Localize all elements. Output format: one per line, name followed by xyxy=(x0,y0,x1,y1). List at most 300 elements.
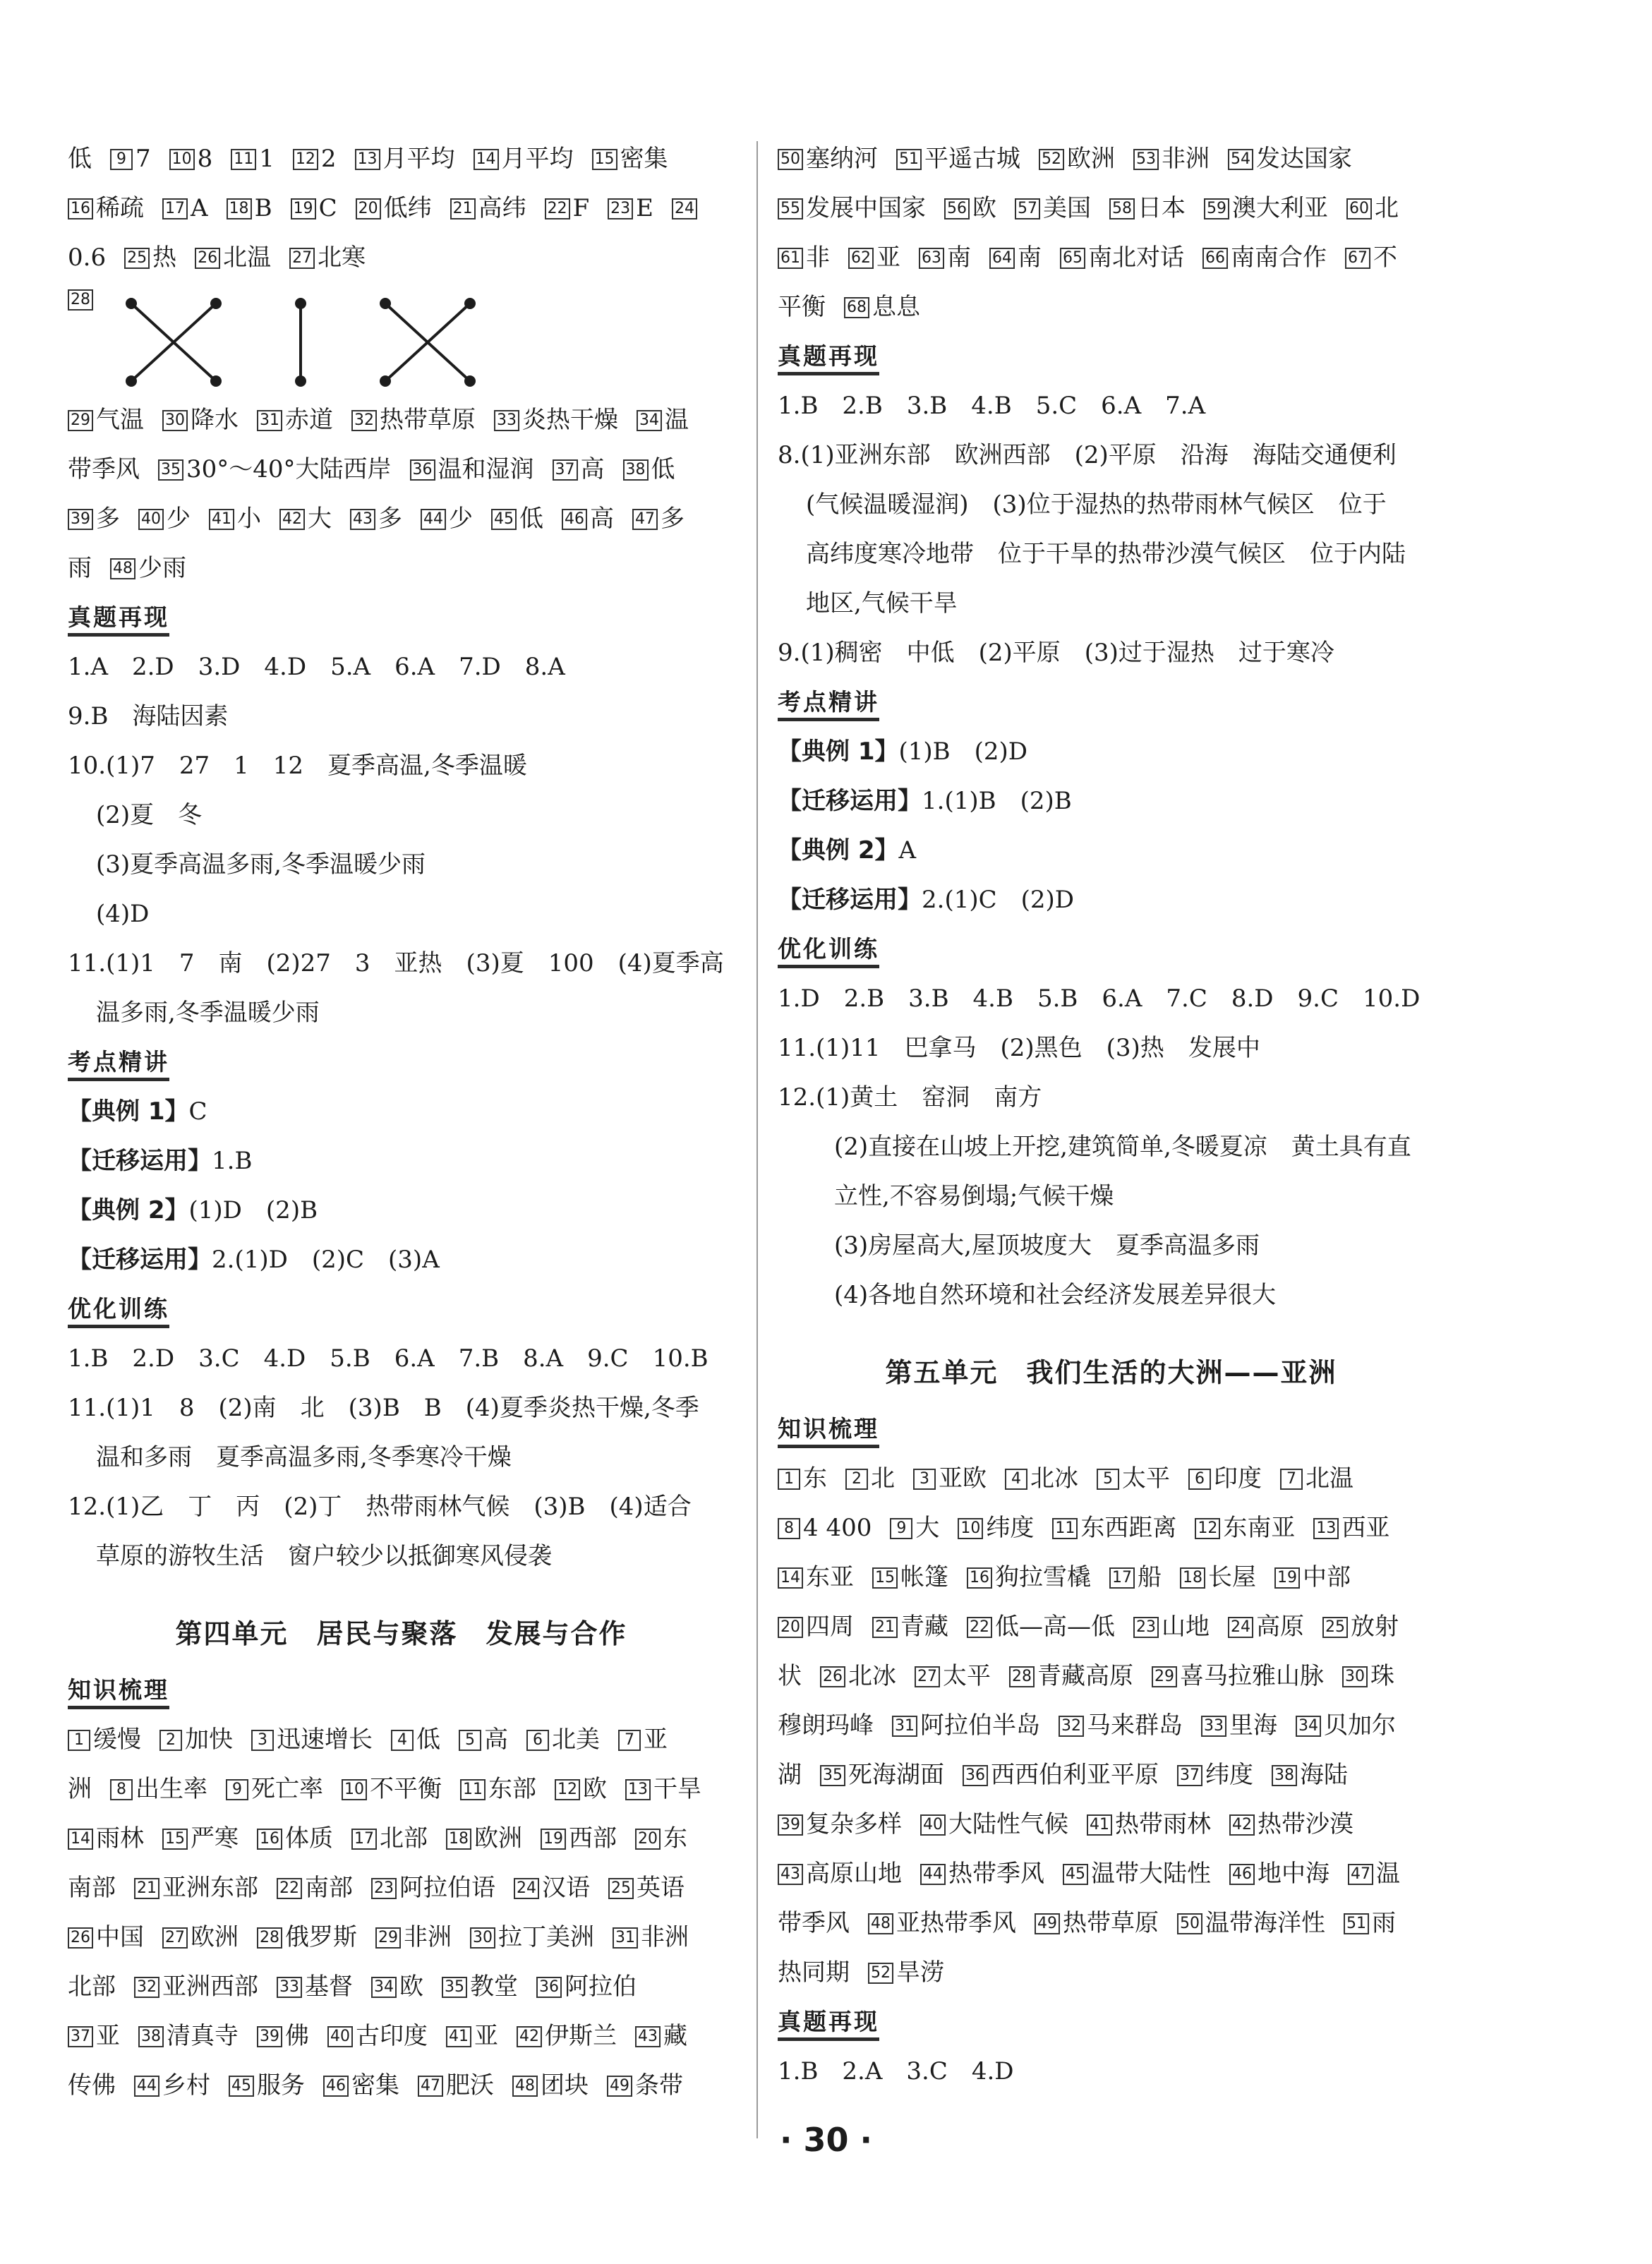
answer-value: 俄罗斯 xyxy=(285,1923,357,1951)
answer-line xyxy=(778,1553,1445,1602)
answer-item xyxy=(536,1973,637,2001)
answer-item xyxy=(844,293,920,321)
answer-line xyxy=(68,183,735,233)
answer-value: 热 xyxy=(152,243,177,272)
answer-value: 英语 xyxy=(637,1874,685,1902)
section-heading-text: 优化训练 xyxy=(68,1295,169,1328)
example-label: 【典例 1】 xyxy=(778,737,899,766)
blank-number: 3 xyxy=(251,1730,274,1751)
blank-number: 34 xyxy=(1296,1716,1321,1737)
matching-dot xyxy=(210,298,222,309)
answer-item xyxy=(637,406,689,434)
blank-number: 42 xyxy=(517,2026,542,2047)
answer-value: 亚洲西部 xyxy=(162,1973,258,2001)
blank-number: 36 xyxy=(963,1765,988,1786)
blank-number: 45 xyxy=(229,2076,254,2097)
answer-value: 塞纳河 xyxy=(806,145,878,173)
answer-item xyxy=(68,406,144,434)
blank-number: 21 xyxy=(134,1878,159,1899)
answer-value: 小 xyxy=(237,505,261,533)
answer-item xyxy=(778,1613,854,1641)
answer-value: 亚 xyxy=(876,243,900,272)
answer-value: 密集 xyxy=(351,2071,399,2100)
answer-item xyxy=(410,455,534,483)
example-line xyxy=(778,727,1445,776)
blank-number: 40 xyxy=(920,1814,946,1836)
answer-item xyxy=(512,2071,589,2100)
answer-item xyxy=(124,243,176,272)
answer-item xyxy=(68,505,120,533)
blank-number: 51 xyxy=(896,149,922,170)
answer-line xyxy=(68,1913,735,1962)
answer-item xyxy=(68,1874,116,1902)
answer-item xyxy=(618,1726,668,1754)
blank-number: 23 xyxy=(1133,1617,1159,1638)
section-heading xyxy=(778,925,1445,974)
answer-line xyxy=(778,183,1445,233)
blank-number: 58 xyxy=(1109,198,1135,219)
blank-number: 33 xyxy=(277,1977,302,1998)
blank-number: 62 xyxy=(848,248,874,269)
answer-value: 不 xyxy=(1373,243,1397,272)
answer-item xyxy=(460,1775,536,1803)
section-heading xyxy=(68,1666,735,1715)
answer-value: 雨 xyxy=(68,554,92,582)
answer-value: 平衡 xyxy=(778,293,826,321)
answer-item xyxy=(1005,1464,1078,1493)
answer-item xyxy=(470,1923,594,1951)
answer-item xyxy=(958,1514,1034,1542)
blank-number: 43 xyxy=(350,509,375,530)
blank-number: 34 xyxy=(637,410,662,431)
blank-number: 11 xyxy=(460,1779,486,1800)
answer-value: 贝加尔 xyxy=(1324,1711,1396,1740)
answer-value: 欧 xyxy=(972,194,996,222)
answer-item xyxy=(1039,145,1115,173)
answer-item xyxy=(229,2071,305,2100)
answer-value: 山地 xyxy=(1162,1613,1210,1641)
answer-item xyxy=(1177,1909,1325,1937)
answer-line xyxy=(778,1503,1445,1553)
answer-item xyxy=(913,1464,987,1493)
blank-number: 39 xyxy=(778,1814,803,1836)
answer-value: 高原 xyxy=(1256,1613,1304,1641)
answer-value: 南北对话 xyxy=(1088,243,1184,272)
page-number: · 30 · xyxy=(780,2121,872,2159)
answer-item xyxy=(375,1923,452,1951)
right-column xyxy=(778,134,1445,2096)
answer-item xyxy=(1228,145,1352,173)
answer-item xyxy=(635,2022,687,2050)
blank-number: 53 xyxy=(1133,149,1159,170)
answer-item xyxy=(1346,194,1399,222)
example-line xyxy=(68,1136,735,1186)
answer-value: 长屋 xyxy=(1208,1563,1256,1591)
answer-value: 少雨 xyxy=(138,554,186,582)
blank-number: 20 xyxy=(778,1617,803,1638)
answer-item xyxy=(68,1973,116,2001)
answer-value: 非洲 xyxy=(1162,145,1210,173)
answer-item xyxy=(1059,1711,1183,1740)
blank-number: 68 xyxy=(844,297,869,318)
example-line xyxy=(778,875,1445,925)
answer-line xyxy=(778,1948,1445,1997)
answer-value: 地中海 xyxy=(1258,1860,1330,1888)
answer-item xyxy=(257,2022,309,2050)
answer-value: 高纬 xyxy=(478,194,526,222)
answer-value: A xyxy=(191,194,208,222)
blank-number: 64 xyxy=(989,248,1015,269)
answer-value: 赤道 xyxy=(285,406,333,434)
section-heading xyxy=(778,332,1445,381)
answer-value: 乡村 xyxy=(162,2071,210,2100)
answer-text: 温多雨,冬季温暖少雨 xyxy=(96,999,320,1027)
answer-value: 温带海洋性 xyxy=(1205,1909,1325,1937)
section-heading xyxy=(68,1037,735,1087)
answer-item xyxy=(635,1824,687,1853)
answer-value: 佛 xyxy=(285,2022,309,2050)
answer-item xyxy=(545,194,590,222)
answer-item xyxy=(474,145,574,173)
answer-value: 降水 xyxy=(191,406,239,434)
answer-item xyxy=(68,243,106,272)
answer-item xyxy=(134,2071,210,2100)
answer-text: 11.(1)1 7 南 (2)27 3 亚热 (3)夏 100 (4)夏季高 xyxy=(68,949,724,977)
answer-text: 草原的游牧生活 窗户较少以抵御寒风侵袭 xyxy=(96,1542,552,1570)
answer-item xyxy=(890,1514,939,1542)
answer-value: 热带雨林 xyxy=(1115,1810,1211,1838)
blank-number: 14 xyxy=(474,149,499,170)
answer-line xyxy=(778,134,1445,183)
answer-value: 西部 xyxy=(569,1824,617,1853)
answer-item xyxy=(872,1613,948,1641)
answer-item xyxy=(608,1874,685,1902)
answer-value: 印度 xyxy=(1214,1464,1262,1493)
answer-item xyxy=(138,505,191,533)
blank-number: 7 xyxy=(1280,1469,1303,1490)
answer-item xyxy=(195,243,271,272)
answer-item xyxy=(778,293,826,321)
answer-value: 带季风 xyxy=(778,1909,850,1937)
blank-number: 47 xyxy=(632,509,658,530)
answer-item xyxy=(872,1563,948,1591)
section-heading-text: 真题再现 xyxy=(68,603,169,637)
answer-value: 缓慢 xyxy=(93,1726,141,1754)
answer-value: 美国 xyxy=(1043,194,1091,222)
answer-value: 北温 xyxy=(1306,1464,1353,1493)
answer-item xyxy=(226,1775,323,1803)
answer-value: 低 xyxy=(519,505,543,533)
blank-number: 17 xyxy=(162,198,188,219)
answer-value: 藏 xyxy=(663,2022,687,2050)
answer-item xyxy=(963,1761,1159,1789)
answer-text: 地区,气候干旱 xyxy=(806,589,958,618)
blank-number: 52 xyxy=(1039,149,1064,170)
answer-value: 温带大陆性 xyxy=(1091,1860,1211,1888)
blank-number: 28 xyxy=(68,289,93,311)
answer-value: 旱涝 xyxy=(896,1958,944,1987)
answer-value: 月平均 xyxy=(382,145,455,173)
answer-item xyxy=(110,1775,207,1803)
answer-item xyxy=(277,1874,353,1902)
answer-value: 放射 xyxy=(1351,1613,1399,1641)
answer-line xyxy=(68,494,735,543)
answer-item xyxy=(68,1824,144,1853)
matching-dot xyxy=(210,375,222,387)
answer-value: 湖 xyxy=(778,1761,802,1789)
answer-item xyxy=(1229,1860,1330,1888)
answer-item xyxy=(1274,1563,1351,1591)
blank-number: 16 xyxy=(68,198,93,219)
answer-value: 平遥古城 xyxy=(924,145,1020,173)
answer-text: 9.B 海陆因素 xyxy=(68,702,229,730)
answer-item xyxy=(778,1563,854,1591)
answer-item xyxy=(778,243,830,272)
blank-number: 44 xyxy=(134,2076,159,2097)
answer-value: 北美 xyxy=(552,1726,600,1754)
answer-value: 北冰 xyxy=(848,1662,896,1690)
answer-line xyxy=(68,445,735,494)
section-heading xyxy=(778,1404,1445,1454)
blank-number: 10 xyxy=(169,149,195,170)
answer-value: F xyxy=(572,194,590,222)
blank-number: 36 xyxy=(536,1977,562,1998)
blank-number: 1 xyxy=(778,1469,800,1490)
blank-number: 46 xyxy=(1229,1864,1255,1885)
blank-number: 27 xyxy=(162,1927,188,1949)
answer-item xyxy=(350,505,402,533)
blank-number: 49 xyxy=(1035,1913,1060,1934)
answer-value: 低 xyxy=(68,145,92,173)
answer-value: 欧洲 xyxy=(474,1824,522,1853)
answer-value: 南 xyxy=(947,243,971,272)
blank-number: 25 xyxy=(124,248,150,269)
answer-item xyxy=(158,455,392,483)
answer-value: 教堂 xyxy=(470,1973,518,2001)
answer-value: 条带 xyxy=(635,2071,683,2100)
answer-value: 四周 xyxy=(806,1613,854,1641)
blank-number: 48 xyxy=(512,2076,538,2097)
answer-item xyxy=(778,1514,872,1542)
answer-value: 大 xyxy=(915,1514,940,1542)
answer-value: 拉丁美洲 xyxy=(498,1923,594,1951)
answer-value: 气温 xyxy=(96,406,144,434)
answer-text: 11.(1)11 巴拿马 (2)黑色 (3)热 发展中 xyxy=(778,1034,1260,1062)
answer-value: 南南合作 xyxy=(1231,243,1327,272)
answer-value: 北 xyxy=(1375,194,1399,222)
matching-dot xyxy=(126,298,137,309)
answer-item xyxy=(820,1662,896,1690)
matching-dot xyxy=(380,298,391,309)
section-heading xyxy=(778,1997,1445,2047)
blank-number: 9 xyxy=(226,1779,248,1800)
matching-dot xyxy=(464,375,476,387)
answer-item xyxy=(1133,1613,1210,1641)
answer-item xyxy=(1280,1464,1353,1493)
answer-value: 非洲 xyxy=(641,1923,689,1951)
answer-item xyxy=(868,1909,1016,1937)
answer-text: 12.(1)黄土 窑洞 南方 xyxy=(778,1083,1042,1112)
answer-item xyxy=(848,243,900,272)
answer-value: 大 xyxy=(308,505,332,533)
left-column xyxy=(68,134,735,2110)
blank-number: 8 xyxy=(778,1518,800,1539)
answer-item xyxy=(277,1973,353,2001)
blank-number: 32 xyxy=(1059,1716,1084,1737)
answer-value: 青藏 xyxy=(900,1613,948,1641)
answer-item xyxy=(169,145,213,173)
blank-number: 46 xyxy=(562,509,587,530)
answer-value: 高 xyxy=(590,505,614,533)
answer-item xyxy=(450,194,526,222)
matching-dot xyxy=(295,375,306,387)
answer-text: 12.(1)乙 丁 丙 (2)丁 热带雨林气候 (3)B (4)适合 xyxy=(68,1493,692,1521)
answer-item xyxy=(778,1662,802,1690)
blank-number: 20 xyxy=(356,198,381,219)
example-line xyxy=(778,826,1445,875)
blank-number: 12 xyxy=(293,149,318,170)
answer-value: 伊斯兰 xyxy=(545,2022,617,2050)
blank-number: 22 xyxy=(277,1878,302,1899)
answer-value: 传佛 xyxy=(68,2071,116,2100)
answer-line xyxy=(778,233,1445,282)
answer-value: 肥沃 xyxy=(446,2071,494,2100)
answer-item xyxy=(1087,1810,1211,1838)
blank-number: 43 xyxy=(778,1864,803,1885)
answer-value: 低纬 xyxy=(383,194,432,222)
answer-value: 亚欧 xyxy=(939,1464,987,1493)
answer-value: 雨林 xyxy=(96,1824,144,1853)
answer-value: 发达国家 xyxy=(1256,145,1352,173)
answer-item xyxy=(459,1726,508,1754)
answer-line xyxy=(68,1764,735,1814)
answer-item xyxy=(68,1726,141,1754)
answer-item xyxy=(162,194,208,222)
answer-item xyxy=(293,145,337,173)
answer-value: 纬度 xyxy=(1205,1761,1253,1789)
answer-value: 干旱 xyxy=(653,1775,701,1803)
blank-number: 26 xyxy=(68,1927,93,1949)
answer-value: 东部 xyxy=(488,1775,536,1803)
blank-number: 14 xyxy=(68,1829,93,1850)
blank-number: 56 xyxy=(944,198,970,219)
answer-item xyxy=(1195,1514,1295,1542)
answer-item xyxy=(778,1761,802,1789)
answer-item xyxy=(989,243,1042,272)
blank-number: 23 xyxy=(371,1878,397,1899)
answer-item xyxy=(289,243,366,272)
example-label: 【典例 2】 xyxy=(68,1196,189,1224)
answer-item xyxy=(1344,1909,1396,1937)
answer-value: 月平均 xyxy=(501,145,574,173)
blank-number: 50 xyxy=(778,149,803,170)
answer-item xyxy=(1063,1860,1211,1888)
answer-item xyxy=(446,2022,498,2050)
blank-number: 24 xyxy=(514,1878,539,1899)
unit-title: 第四单元 居民与聚落 发展与合作 xyxy=(175,1618,627,1649)
answer-value: 30°～40°大陆西岸 xyxy=(186,455,392,483)
section-heading xyxy=(68,1284,735,1334)
example-line xyxy=(68,1186,735,1235)
blank-number: 20 xyxy=(635,1829,661,1850)
answer-line xyxy=(68,233,735,282)
answer-value: 海陆 xyxy=(1300,1761,1348,1789)
answer-value: 欧 xyxy=(583,1775,607,1803)
blank-number: 2 xyxy=(845,1469,868,1490)
blank-number: 32 xyxy=(351,410,377,431)
answer-value: 状 xyxy=(778,1662,802,1690)
answer-text: (4)各地自然环境和社会经济发展差异很大 xyxy=(834,1281,1277,1309)
answer-item xyxy=(1109,1563,1162,1591)
answer-value: 团块 xyxy=(541,2071,589,2100)
blank-number: 45 xyxy=(491,509,517,530)
answer-value: 帐篷 xyxy=(900,1563,948,1591)
answer-value: 南部 xyxy=(305,1874,353,1902)
blank-number: 42 xyxy=(279,509,305,530)
answer-value: 复杂多样 xyxy=(806,1810,902,1838)
answer-item xyxy=(1313,1514,1389,1542)
answer-item xyxy=(1180,1563,1256,1591)
answer-item xyxy=(1342,1662,1394,1690)
blank-number: 41 xyxy=(446,2026,471,2047)
answer-item xyxy=(279,505,332,533)
blank-number: 46 xyxy=(323,2076,349,2097)
answer-line xyxy=(778,1898,1445,1948)
answer-value: 多 xyxy=(96,505,120,533)
answer-item xyxy=(138,2022,239,2050)
answer-item xyxy=(1015,194,1091,222)
answer-item xyxy=(778,1711,874,1740)
answer-text: 1.B 2.D 3.C 4.D 5.B 6.A 7.B 8.A 9.C 10.B xyxy=(68,1344,709,1373)
section-heading-text: 真题再现 xyxy=(778,342,879,375)
answer-item xyxy=(632,505,685,533)
answer-value: 多 xyxy=(661,505,685,533)
blank-number: 35 xyxy=(442,1977,467,1998)
example-answer: 1.(1)B (2)B xyxy=(922,787,1072,815)
answer-line xyxy=(68,1962,735,2011)
blank-number: 11 xyxy=(1052,1518,1078,1539)
section-heading-text: 考点精讲 xyxy=(68,1048,169,1081)
answer-item xyxy=(227,194,272,222)
blank-number: 18 xyxy=(446,1829,471,1850)
answer-value: 北部 xyxy=(380,1824,428,1853)
blank-number: 38 xyxy=(623,459,649,481)
blank-number: 15 xyxy=(162,1829,188,1850)
matching-dot xyxy=(126,375,137,387)
answer-value: 7 xyxy=(135,145,151,173)
example-line xyxy=(68,1235,735,1284)
example-label: 【迁移运用】 xyxy=(778,886,922,914)
blank-number: 32 xyxy=(134,1977,159,1998)
blank-number: 26 xyxy=(195,248,220,269)
blank-number: 9 xyxy=(890,1518,912,1539)
blank-number: 5 xyxy=(459,1730,481,1751)
blank-number: 28 xyxy=(1009,1666,1035,1687)
blank-number: 3 xyxy=(913,1469,936,1490)
blank-number: 19 xyxy=(1274,1567,1300,1589)
blank-number: 38 xyxy=(138,2026,164,2047)
answer-item xyxy=(323,2071,399,2100)
answer-item xyxy=(355,145,455,173)
answer-item xyxy=(209,505,261,533)
answer-line xyxy=(68,395,735,445)
answer-item xyxy=(1035,1909,1159,1937)
example-label: 【典例 2】 xyxy=(778,836,899,865)
section-heading-text: 知识梳理 xyxy=(778,1415,879,1448)
blank-number: 39 xyxy=(68,509,93,530)
answer-value: 基督 xyxy=(305,1973,353,2001)
answer-value: 太平 xyxy=(943,1662,991,1690)
